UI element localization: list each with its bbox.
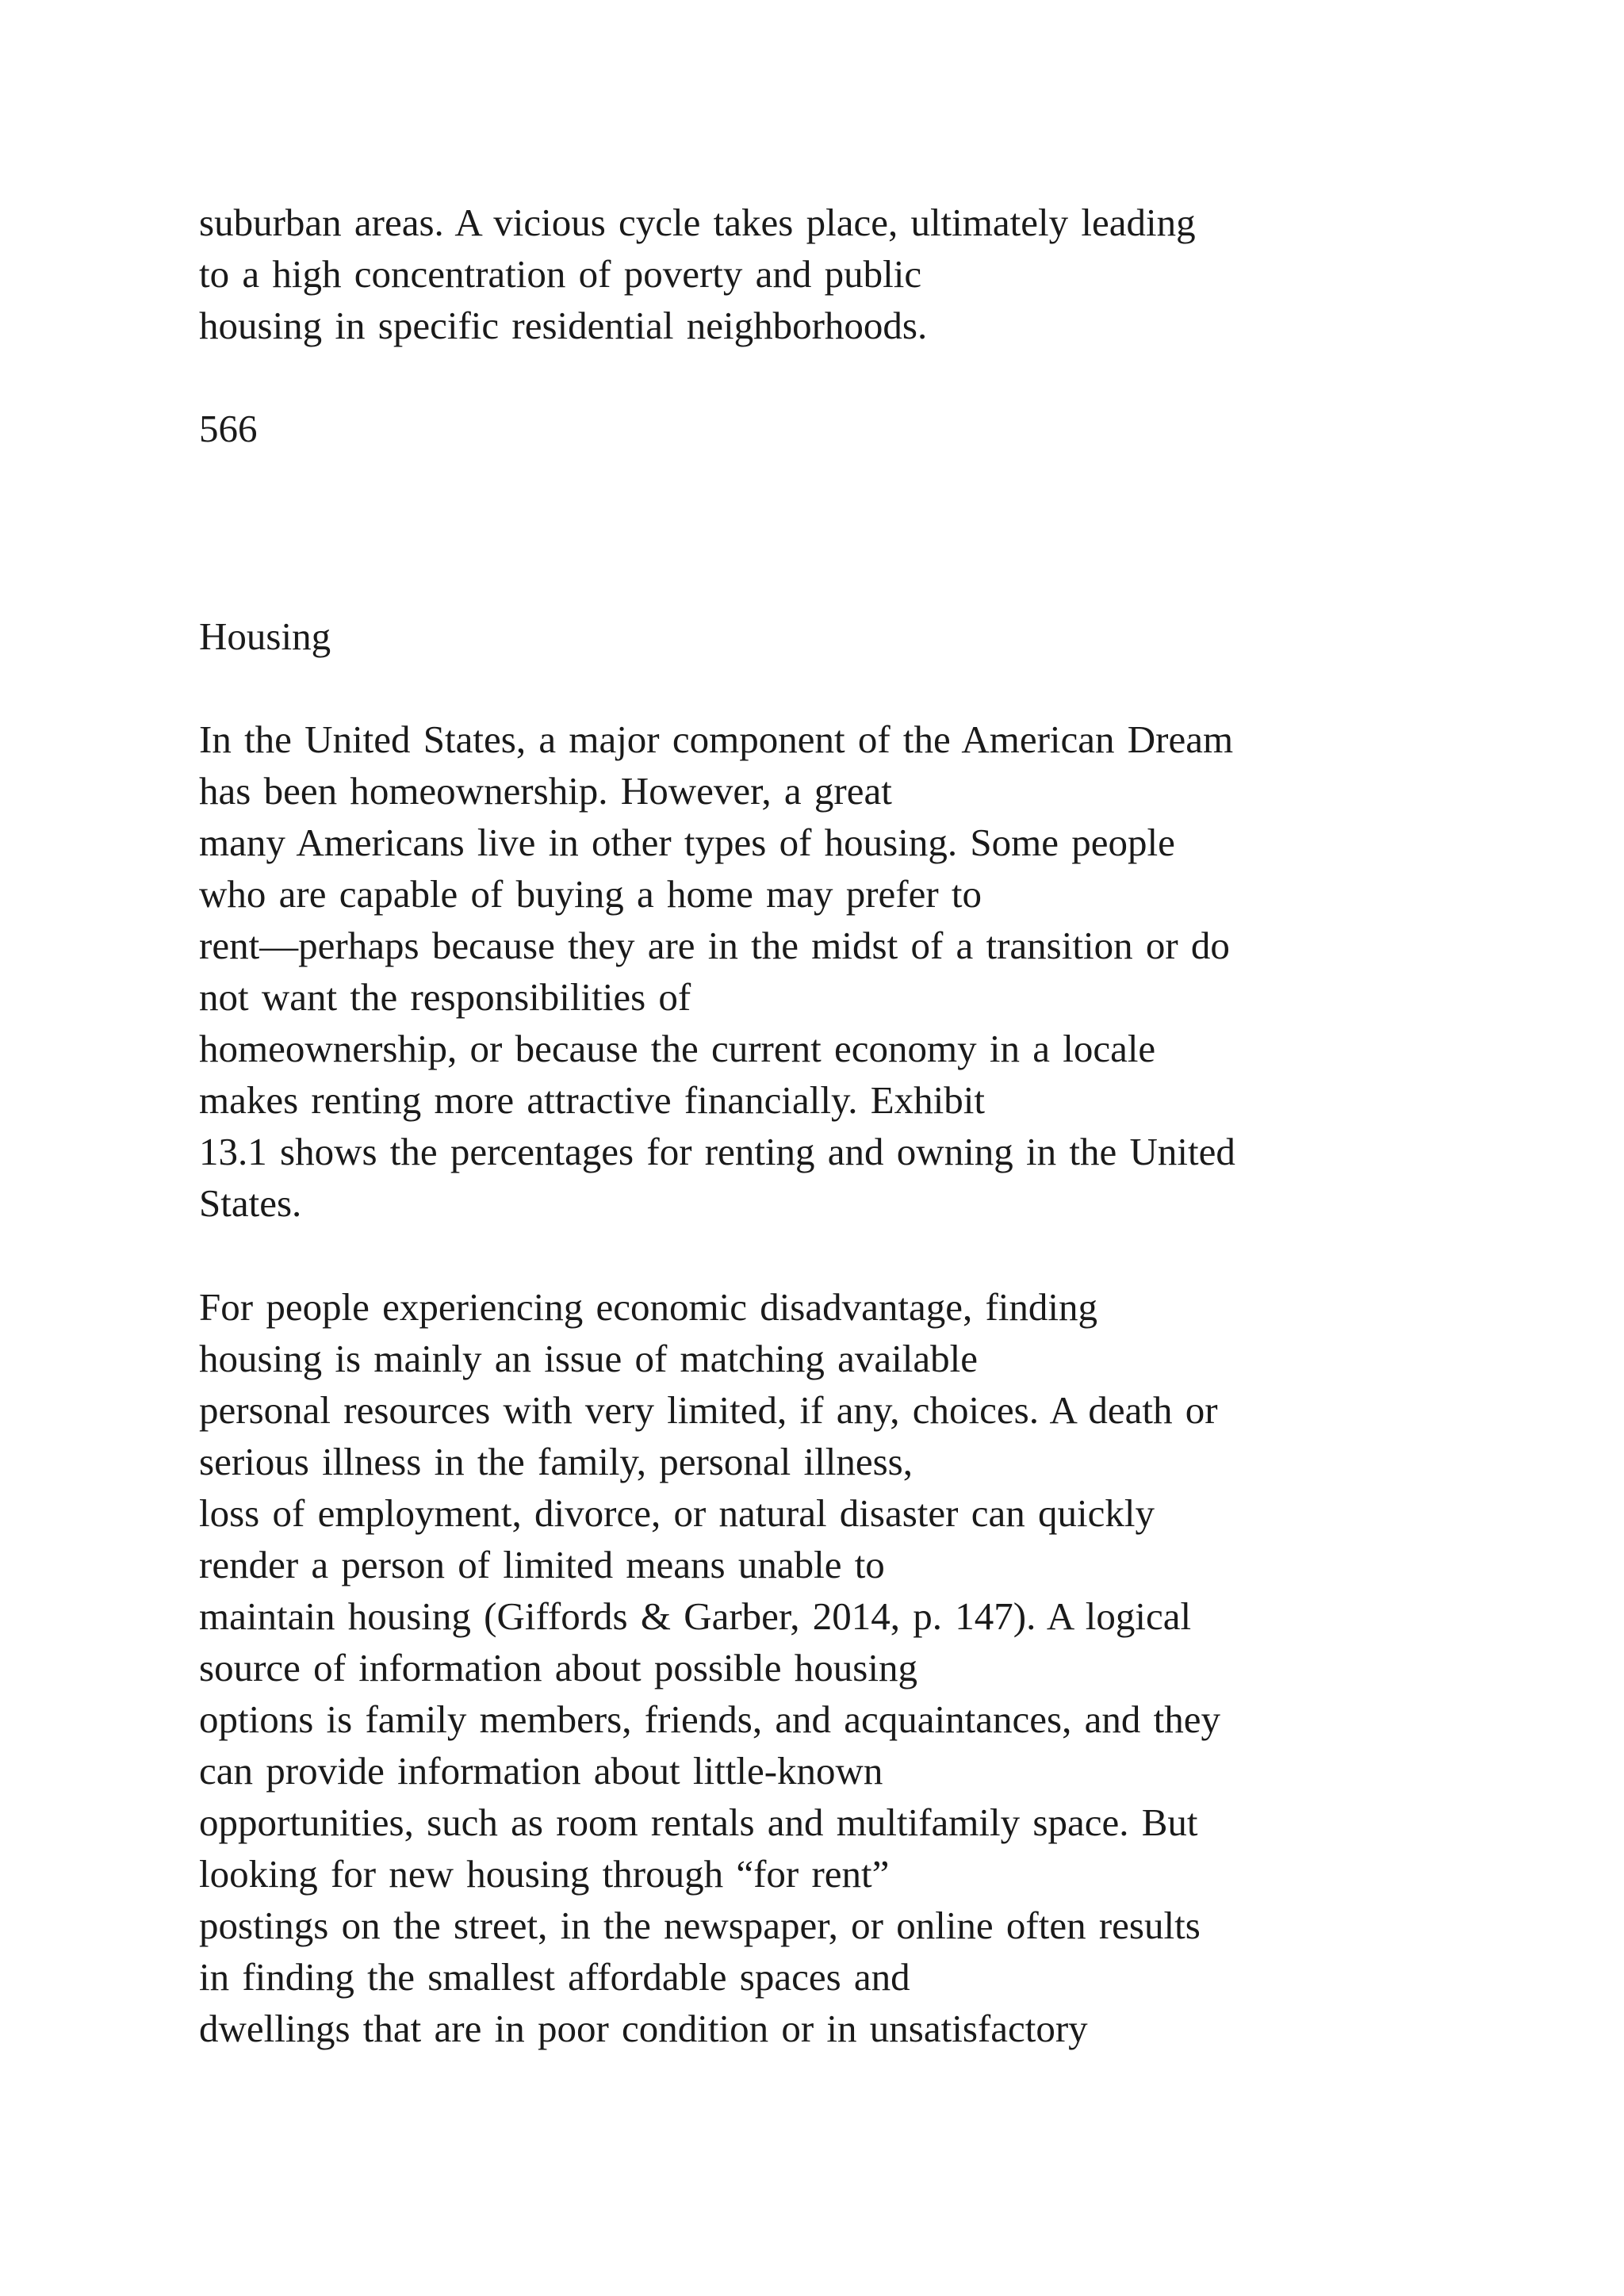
- text-line: dwellings that are in poor condition or in unsatisfactory: [199, 2007, 1088, 2050]
- text-line: postings on the street, in the newspaper, or online often results: [199, 1904, 1201, 1947]
- text-line: many Americans live in other types of housing. Some people: [199, 821, 1175, 864]
- text-line: who are capable of buying a home may prefer to: [199, 872, 982, 916]
- text-line: has been homeownership. However, a great: [199, 769, 892, 813]
- text-line: In the United States, a major component of the American Dream: [199, 718, 1234, 761]
- body-paragraph-homeownership: [199, 714, 1507, 1229]
- text-line: For people experiencing economic disadvantage, finding: [199, 1285, 1098, 1329]
- text-line: opportunities, such as room rentals and multifamily space. But: [199, 1800, 1198, 1844]
- text-line: render a person of limited means unable to: [199, 1543, 885, 1586]
- text-line: to a high concentration of poverty and public: [199, 252, 922, 296]
- text-line: source of information about possible housing: [199, 1646, 917, 1689]
- text-line: 13.1 shows the percentages for renting and owning in the United: [199, 1130, 1235, 1173]
- text-line: housing in specific residential neighborhoods.: [199, 304, 928, 347]
- text-line: makes renting more attractive financially. Exhibit: [199, 1078, 986, 1122]
- text-line: homeownership, or because the current economy in a locale: [199, 1027, 1156, 1070]
- section-heading-text: Housing: [199, 614, 331, 658]
- text-line: maintain housing (Giffords & Garber, 2014, p. 147). A logical: [199, 1594, 1192, 1638]
- section-heading: [199, 610, 1507, 662]
- page-number-text: 566: [199, 407, 258, 450]
- text-line: rent—perhaps because they are in the midst of a transition or do: [199, 924, 1230, 967]
- text-line: can provide information about little-known: [199, 1749, 883, 1793]
- text-line: options is family members, friends, and acquaintances, and they: [199, 1697, 1220, 1741]
- text-line: States.: [199, 1181, 302, 1225]
- page-number: [199, 403, 1507, 454]
- text-line: not want the responsibilities of: [199, 975, 691, 1019]
- intro-paragraph: [199, 197, 1507, 351]
- text-line: serious illness in the family, personal illness,: [199, 1440, 913, 1483]
- text-line: suburban areas. A vicious cycle takes place, ultimately leading: [199, 201, 1196, 244]
- text-line: housing is mainly an issue of matching available: [199, 1337, 978, 1380]
- body-paragraph-economic-disadvantage: [199, 1281, 1507, 2054]
- text-line: looking for new housing through “for rent”: [199, 1852, 890, 1896]
- text-line: loss of employment, divorce, or natural disaster can quickly: [199, 1491, 1155, 1535]
- text-line: personal resources with very limited, if any, choices. A death or: [199, 1388, 1218, 1432]
- text-line: in finding the smallest affordable spaces and: [199, 1955, 910, 1999]
